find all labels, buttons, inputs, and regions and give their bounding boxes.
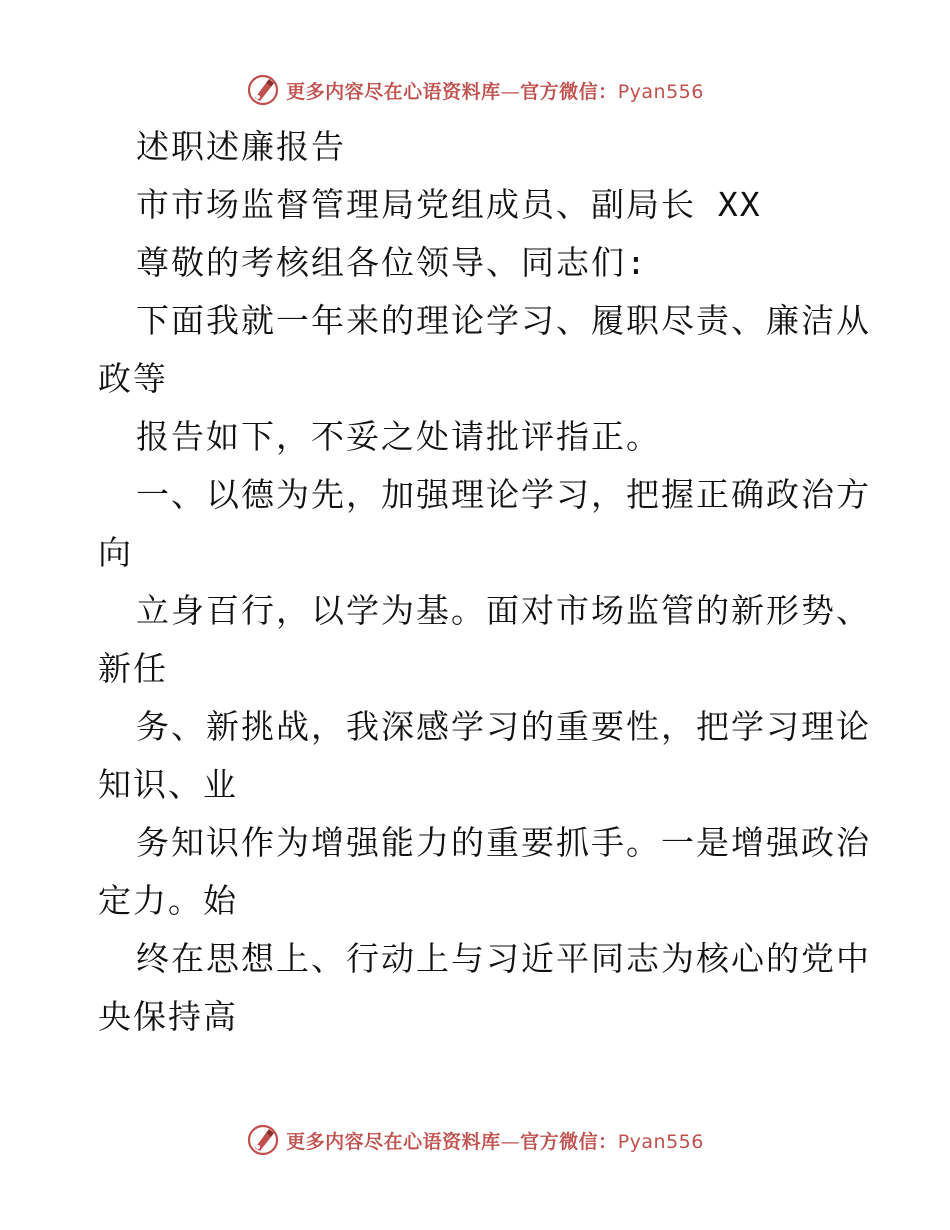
salutation: 尊敬的考核组各位领导、同志们: [136, 243, 648, 282]
banner-prefix: 更多内容尽在心语资料库 [286, 80, 501, 103]
banner-middle: 官方微信： [520, 80, 618, 103]
author-line: 市市场监督管理局党组成员、副局长 XX [136, 185, 762, 224]
footer-watermark-banner [0, 1122, 950, 1158]
paragraph-line: 立身百行，以学为基。面对市场监管的新形势、 [136, 591, 871, 630]
paragraph-line: 新任 [98, 649, 168, 688]
section-heading: 一、以德为先，加强理论学习，把握正确政治方 [136, 475, 871, 514]
document-body [98, 118, 871, 1046]
document-title: 述职述廉报告 [136, 127, 346, 166]
banner-text [286, 1127, 704, 1154]
paragraph-line: 定力。始 [98, 881, 238, 920]
banner-dash: — [500, 1130, 521, 1153]
paragraph-line: 终在思想上、行动上与习近平同志为核心的党中 [136, 939, 871, 978]
banner-prefix: 更多内容尽在心语资料库 [286, 1130, 501, 1153]
header-watermark-banner [0, 72, 950, 108]
paragraph-line: 务、新挑战，我深感学习的重要性，把学习理论 [136, 707, 871, 746]
paragraph-line: 报告如下，不妥之处请批评指正。 [136, 417, 661, 456]
banner-middle: 官方微信： [520, 1130, 618, 1153]
paragraph-line: 知识、业 [98, 765, 238, 804]
banner-wechat-id: Pyan556 [617, 80, 704, 103]
fountain-pen-seal-icon [246, 73, 280, 107]
paragraph-line: 务知识作为增强能力的重要抓手。一是增强政治 [136, 823, 871, 862]
paragraph-line: 下面我就一年来的理论学习、履职尽责、廉洁从 [136, 301, 871, 340]
section-heading-continued: 向 [98, 533, 133, 572]
banner-dash: — [500, 80, 521, 103]
fountain-pen-seal-icon [246, 1123, 280, 1157]
paragraph-line: 政等 [98, 359, 168, 398]
banner-wechat-id: Pyan556 [617, 1130, 704, 1153]
banner-text [286, 77, 704, 104]
paragraph-line: 央保持高 [98, 997, 238, 1036]
